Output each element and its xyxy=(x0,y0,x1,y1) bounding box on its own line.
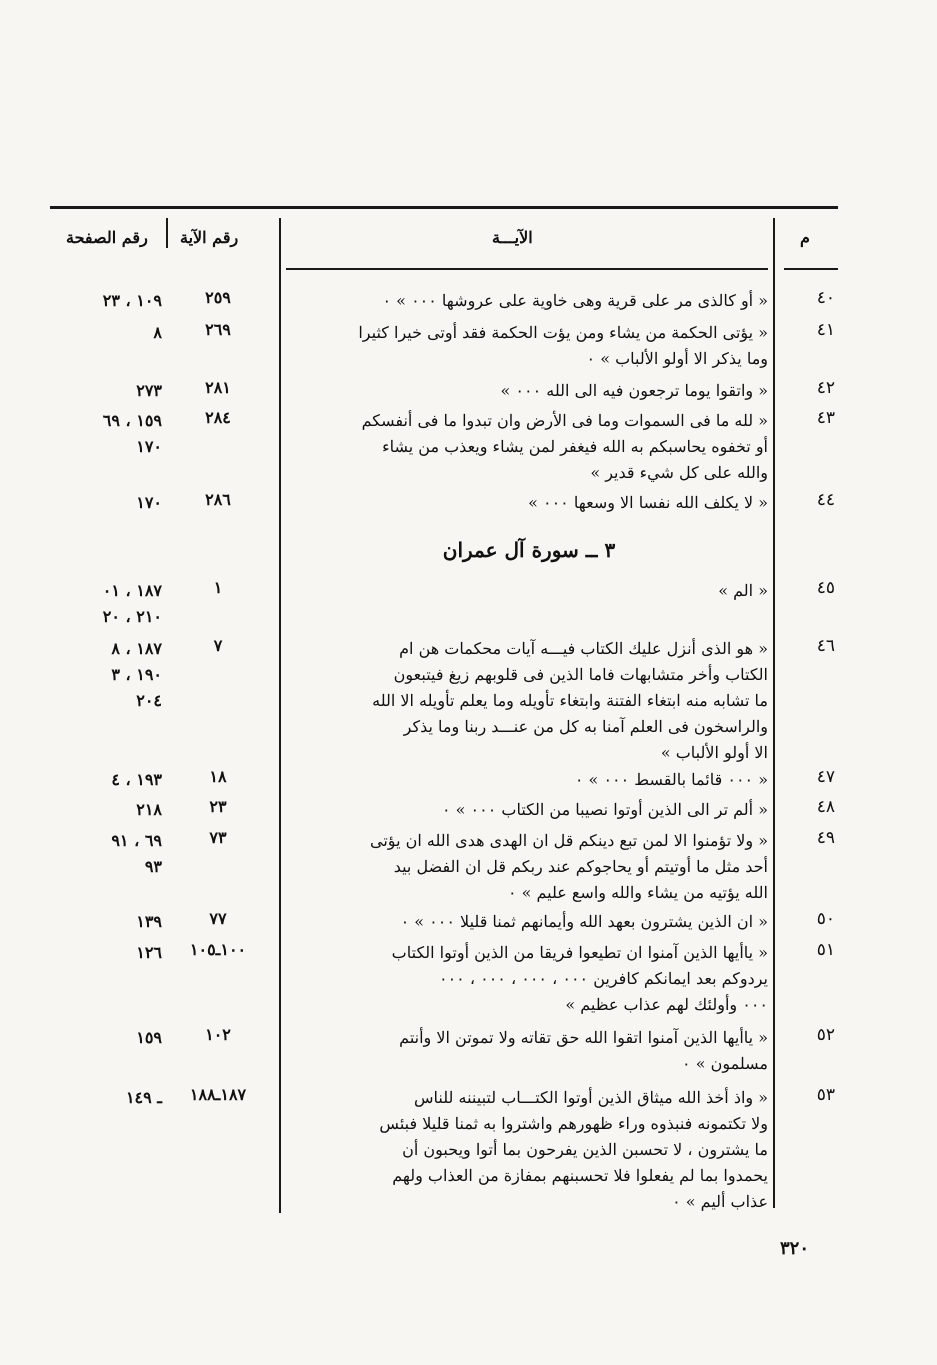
ayah-line: الله يؤتيه من يشاء والله واسع عليم » ٠ xyxy=(507,883,768,902)
surah-title: ٣ ــ سورة آل عمران xyxy=(442,538,616,562)
header-ayah-number: رقم الآية xyxy=(180,228,239,247)
ayah-text xyxy=(290,940,768,1018)
ayah-line: ما تشابه منه ابتغاء الفتنة وابتغاء تأويله وما يعلم تأويله الا الله xyxy=(372,691,768,710)
ayah-line: عذاب أليم » ٠ xyxy=(672,1192,768,1211)
page-references xyxy=(50,940,162,966)
page-reference: ٢٠٤ xyxy=(136,691,162,710)
ayah-number: ١٠٢ xyxy=(205,1025,231,1044)
ayah-line: مسلمون » ٠ xyxy=(682,1054,768,1073)
ayah-line: « ٠٠٠ قائما بالقسط ٠٠٠ » ٠ xyxy=(574,770,768,789)
ayah-line: أحد مثل ما أوتيتم أو يحاجوكم عند ربكم قل ان الفضل بيد xyxy=(393,857,768,876)
ayah-number: ٢٣ xyxy=(209,797,227,816)
row-index: ٥١ xyxy=(816,940,835,960)
page-references xyxy=(50,636,162,714)
row-index: ٤١ xyxy=(816,320,835,340)
ayah-line: « ولا تؤمنوا الا لمن تبع دينكم قل ان الهدى هدى الله ان يؤتى xyxy=(370,831,768,850)
page-reference: ١٧٠ xyxy=(136,437,162,456)
ayah-line: « يؤتى الحكمة من يشاء ومن يؤت الحكمة فقد أوتى خيرا كثيرا xyxy=(358,323,768,342)
row-index: ٥٣ xyxy=(816,1085,835,1105)
page-reference: ١٨٧ ، ٠١ xyxy=(102,581,162,600)
ayah-number: ٧ xyxy=(213,636,223,655)
header-page-number: رقم الصفحة xyxy=(66,228,148,247)
ayah-line: « الم » xyxy=(718,581,768,600)
col-line-m xyxy=(773,218,775,1208)
ayah-line: « ألم تر الى الذين أوتوا نصيبا من الكتاب ٠٠٠ » ٠ xyxy=(441,800,768,819)
ayah-line: يردوكم بعد ايمانكم كافرين ٠٠٠ ، ٠٠٠ ، ٠٠٠ ، ٠٠٠ xyxy=(438,969,768,988)
row-index: ٤٢ xyxy=(816,378,835,398)
page-references xyxy=(50,378,162,404)
ayah-line: والراسخون فى العلم آمنا به كل من عنـــد ربنا وما يذكر xyxy=(403,717,768,736)
ayah-number: ١٨ xyxy=(209,767,227,786)
ayah-line: « واتقوا يوما ترجعون فيه الى الله ٠٠٠ » xyxy=(500,381,768,400)
header-m: م xyxy=(800,228,810,247)
page-references xyxy=(50,1085,162,1111)
ayah-line: الكتاب وأخر متشابهات فاما الذين فى قلوبهم زيغ فيتبعون xyxy=(393,665,768,684)
ayah-text xyxy=(290,288,768,314)
ayah-number: ١ xyxy=(213,578,223,597)
header-rule-ayah xyxy=(286,268,768,270)
ayah-line: الا أولو الألباب » xyxy=(660,743,768,762)
ayah-number: ١٨٧ـ١٨٨ xyxy=(189,1085,247,1104)
header-rule-m xyxy=(784,268,838,270)
ayah-text xyxy=(290,578,768,604)
ayah-number: ٧٣ xyxy=(209,828,227,847)
row-index: ٥٢ xyxy=(816,1025,835,1045)
page-references xyxy=(50,767,162,793)
ayah-line: أو تخفوه يحاسبكم به الله فيغفر لمن يشاء ويعذب من يشاء xyxy=(382,437,768,456)
page-references xyxy=(50,797,162,823)
col-line-ayah xyxy=(279,218,281,1213)
page-reference: ٢١٠ ، ٢٠ xyxy=(102,607,162,626)
ayah-text xyxy=(290,767,768,793)
ayah-text xyxy=(290,1085,768,1215)
ayah-number: ٢٥٩ xyxy=(205,288,231,307)
row-index: ٤٨ xyxy=(816,797,835,817)
ayah-line: « هو الذى أنزل عليك الكتاب فيـــه آيات محكمات هن ام xyxy=(399,639,768,658)
ayah-text xyxy=(290,828,768,906)
row-index: ٤٦ xyxy=(816,636,835,656)
page-references xyxy=(50,490,162,516)
page-references xyxy=(50,828,162,880)
row-index: ٤٧ xyxy=(816,767,835,787)
ayah-line: ما يشترون ، لا تحسبن الذين يفرحون بما أتوا ويحبون أن xyxy=(402,1140,768,1159)
ayah-line: « أو كالذى مر على قرية وهى خاوية على عروشها ٠٠٠ » ٠ xyxy=(382,291,768,310)
page-reference: ١٩٠ ، ٣ xyxy=(111,665,162,684)
row-index: ٤٠ xyxy=(816,288,835,308)
ayah-number: ٧٧ xyxy=(209,909,227,928)
ayah-line: يحمدوا بما لم يفعلوا فلا تحسبنهم بمفازة من العذاب ولهم xyxy=(392,1166,768,1185)
page-reference: ٢١٨ xyxy=(136,800,162,819)
ayah-number: ٢٨٤ xyxy=(205,408,231,427)
page-reference: ١٥٩ xyxy=(136,1028,162,1047)
page-reference: ١٩٣ ، ٤ xyxy=(111,770,162,789)
page-reference: ١٣٩ xyxy=(136,912,162,931)
row-index: ٤٤ xyxy=(816,490,835,510)
ayah-text xyxy=(290,1025,768,1077)
row-index: ٤٩ xyxy=(816,828,835,848)
ayah-number: ٢٨٦ xyxy=(205,490,231,509)
top-rule xyxy=(50,206,838,209)
page-references xyxy=(50,578,162,630)
ayah-number: ٢٨١ xyxy=(205,378,231,397)
page-reference: ١٧٠ xyxy=(136,493,162,512)
row-index: ٤٣ xyxy=(816,408,835,428)
page-reference: ٦٩ ، ٩١ xyxy=(111,831,162,850)
ayah-number: ٢٦٩ xyxy=(205,320,231,339)
row-index: ٥٠ xyxy=(816,909,835,929)
page-number: ٣٢٠ xyxy=(780,1238,810,1259)
ayah-line: « لا يكلف الله نفسا الا وسعها ٠٠٠ » xyxy=(528,493,768,512)
page-references xyxy=(50,320,162,346)
ayah-line: « لله ما فى السموات وما فى الأرض وان تبدوا ما فى أنفسكم xyxy=(361,411,768,430)
ayah-text xyxy=(290,797,768,823)
ayah-line: « واذ أخذ الله ميثاق الذين أوتوا الكتـــاب لتبيننه للناس xyxy=(414,1088,768,1107)
ayah-text xyxy=(290,320,768,372)
ayah-number: ١٠٠ـ١٠٥ xyxy=(189,940,247,959)
ayah-line: ٠٠٠ وأولئك لهم عذاب عظيم » xyxy=(565,995,768,1014)
ayah-text xyxy=(290,378,768,404)
ayah-text xyxy=(290,909,768,935)
ayah-line: « ياأيها الذين آمنوا اتقوا الله حق تقاته ولا تموتن الا وأنتم xyxy=(399,1028,768,1047)
page-reference: ١٠٩ ، ٢٣ xyxy=(102,291,162,310)
ayah-line: « ياأيها الذين آمنوا ان تطيعوا فريقا من الذين أوتوا الكتاب xyxy=(391,943,768,962)
page-reference: ـ ١٤٩ xyxy=(125,1088,162,1107)
page-reference: ١٢٦ xyxy=(136,943,162,962)
page-references xyxy=(50,408,162,460)
col-line-num xyxy=(166,218,168,248)
page-references xyxy=(50,1025,162,1051)
ayah-line: والله على كل شيء قدير » xyxy=(590,463,768,482)
page-reference: ٨ xyxy=(153,323,162,342)
ayah-text xyxy=(290,490,768,516)
ayah-text xyxy=(290,636,768,766)
page-reference: ١٥٩ ، ٦٩ xyxy=(102,411,162,430)
page-references xyxy=(50,288,162,314)
ayah-line: ولا تكتمونه فنبذوه وراء ظهورهم واشتروا به ثمنا قليلا فبئس xyxy=(379,1114,768,1133)
header-ayah: الآيـــة xyxy=(492,228,533,247)
row-index: ٤٥ xyxy=(816,578,835,598)
ayah-line: « ان الذين يشترون بعهد الله وأيمانهم ثمنا قليلا ٠٠٠ » ٠ xyxy=(400,912,768,931)
page-reference: ٩٣ xyxy=(144,857,162,876)
page-reference: ١٨٧ ، ٨ xyxy=(111,639,162,658)
ayah-line: وما يذكر الا أولو الألباب » ٠ xyxy=(586,349,768,368)
page-references xyxy=(50,909,162,935)
page-reference: ٢٧٣ xyxy=(136,381,162,400)
ayah-text xyxy=(290,408,768,486)
